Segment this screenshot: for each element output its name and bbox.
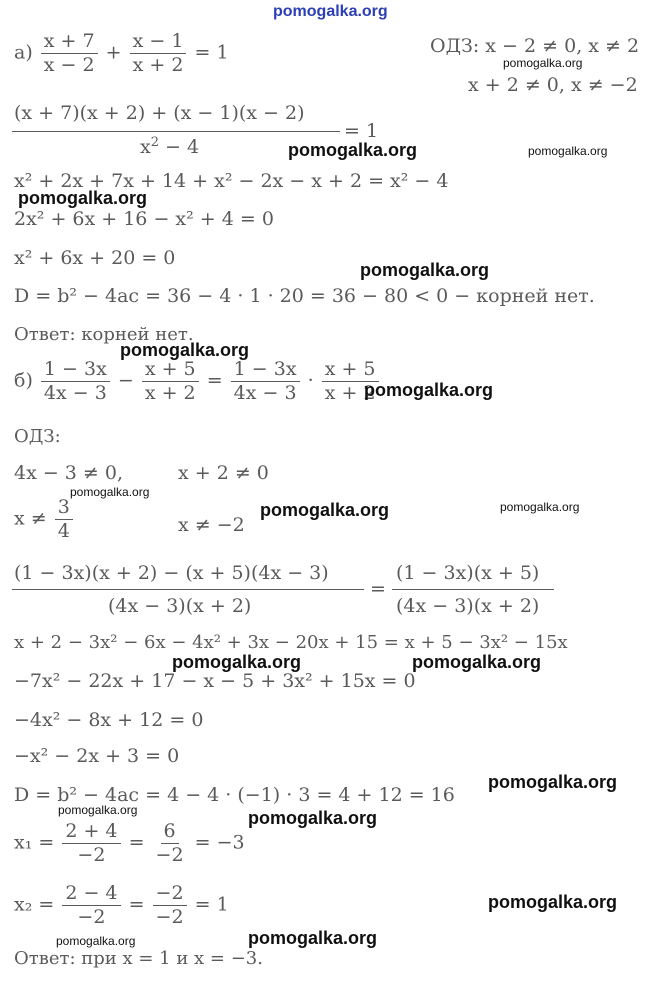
fraction: $\frac{6}{-2}$: [155, 820, 184, 866]
fraction: $\frac{3}{4}$: [55, 498, 73, 541]
watermark: pomogalka.org: [364, 380, 494, 400]
odz-line-2: x + 2 ≠ 0, x ≠ −2: [468, 74, 638, 96]
watermark: pomogalka.org: [488, 892, 618, 912]
big-denominator-left: (4x − 3)(x + 2): [108, 595, 252, 617]
fraction: $\frac{1 - 3x}{4x - 3}$: [41, 360, 110, 403]
fraction: $\frac{x + 5}{x + 2}$: [142, 360, 199, 403]
watermark: pomogalka.org: [360, 260, 490, 280]
watermark: pomogalka.org: [248, 928, 378, 948]
condition-4: x ≠ −2: [178, 514, 245, 536]
watermark: pomogalka.org: [70, 485, 150, 499]
watermark: pomogalka.org: [288, 140, 418, 160]
watermark: pomogalka.org: [120, 340, 250, 360]
watermark: pomogalka.org: [528, 144, 608, 158]
condition-1: 4x − 3 ≠ 0,: [14, 462, 124, 484]
step-b1: x + 2 − 3x² − 6x − 4x² + 3x − 20x + 15 = x + 5 − 3x² − 15x: [14, 632, 568, 653]
part-b-equation: б) $\frac{1 - 3x}{4x - 3}$ − $\frac{x + 5}{x + 2}$ = $\frac{1 - 3x}{4x - 3}$ · $\frac{x + 5}{x + 2}$: [14, 360, 381, 403]
part-b-label: б): [14, 369, 33, 392]
watermark: pomogalka.org: [18, 188, 148, 208]
step1-numerator: (x + 7)(x + 2) + (x − 1)(x − 2): [14, 102, 305, 124]
watermark: pomogalka.org: [500, 500, 580, 514]
watermark: pomogalka.org: [412, 652, 542, 672]
condition-2: x + 2 ≠ 0: [178, 462, 269, 484]
fraction-bar: [12, 589, 364, 590]
watermark: pomogalka.org: [172, 652, 302, 672]
step-b2: −7x² − 22x + 17 − x − 5 + 3x² + 15x = 0: [14, 670, 416, 692]
fraction: $\frac{2 + 4}{-2}$: [62, 822, 120, 865]
watermark: pomogalka.org: [488, 772, 618, 792]
fraction: $\frac{1 - 3x}{4x - 3}$: [231, 360, 300, 403]
root-x1: x₁ = $\frac{2 + 4}{-2}$ = $\frac{6}{-2}$ = −3: [14, 820, 245, 866]
fraction: $\frac{x - 1}{x + 2}$: [130, 32, 187, 75]
watermark: pomogalka.org: [503, 56, 583, 70]
step1-denominator: $x^2 - 4$: [140, 135, 200, 158]
big-numerator-left: (1 − 3x)(x + 2) − (x + 5)(4x − 3): [14, 562, 329, 584]
step1-rhs: = 1: [344, 120, 379, 142]
fraction-bar: [12, 131, 340, 132]
part-a-label: а): [14, 41, 33, 64]
step4: x² + 6x + 20 = 0: [14, 247, 176, 269]
fraction-bar: [392, 589, 554, 590]
odz-title: ОДЗ:: [14, 426, 61, 447]
watermark: pomogalka.org: [260, 500, 390, 520]
step2: x² + 2x + 7x + 14 + x² − 2x − x + 2 = x² − 4: [14, 170, 449, 192]
watermark: pomogalka.org: [56, 934, 136, 948]
big-equals: =: [370, 578, 386, 600]
condition-3: x ≠ $\frac{3}{4}$: [14, 498, 75, 541]
part-a-equation: а) $\frac{x + 7}{x - 2}$ + $\frac{x - 1}{x + 2}$ = 1: [14, 30, 229, 76]
step-b5: D = b² − 4ac = 4 − 4 · (−1) · 3 = 4 + 12 = 16: [14, 784, 455, 806]
step-b3: −4x² − 8x + 12 = 0: [14, 709, 204, 731]
root-x2: x₂ = $\frac{2 - 4}{-2}$ = $\frac{-2}{-2}$ = 1: [14, 882, 229, 928]
part-b-answer: Ответ: при x = 1 и x = −3.: [14, 948, 263, 969]
big-numerator-right: (1 − 3x)(x + 5): [396, 562, 540, 584]
odz-line-1: ОДЗ: x − 2 ≠ 0, x ≠ 2: [430, 35, 640, 57]
site-header[interactable]: pomogalka.org: [273, 3, 388, 20]
step5: D = b² − 4ac = 36 − 4 · 1 · 20 = 36 − 80 < 0 − корней нет.: [14, 285, 595, 307]
part-a-answer: Ответ: корней нет.: [14, 324, 194, 345]
fraction: $\frac{x + 7}{x - 2}$: [41, 32, 98, 75]
fraction: $\frac{-2}{-2}$: [153, 884, 187, 927]
watermark: pomogalka.org: [248, 808, 378, 828]
watermark: pomogalka.org: [58, 803, 138, 817]
step3: 2x² + 6x + 16 − x² + 4 = 0: [14, 208, 274, 230]
fraction: $\frac{x + 5}{x + 2}$: [322, 360, 379, 403]
big-denominator-right: (4x − 3)(x + 2): [396, 595, 540, 617]
fraction: $\frac{2 - 4}{-2}$: [62, 884, 120, 927]
step-b4: −x² − 2x + 3 = 0: [14, 745, 180, 767]
